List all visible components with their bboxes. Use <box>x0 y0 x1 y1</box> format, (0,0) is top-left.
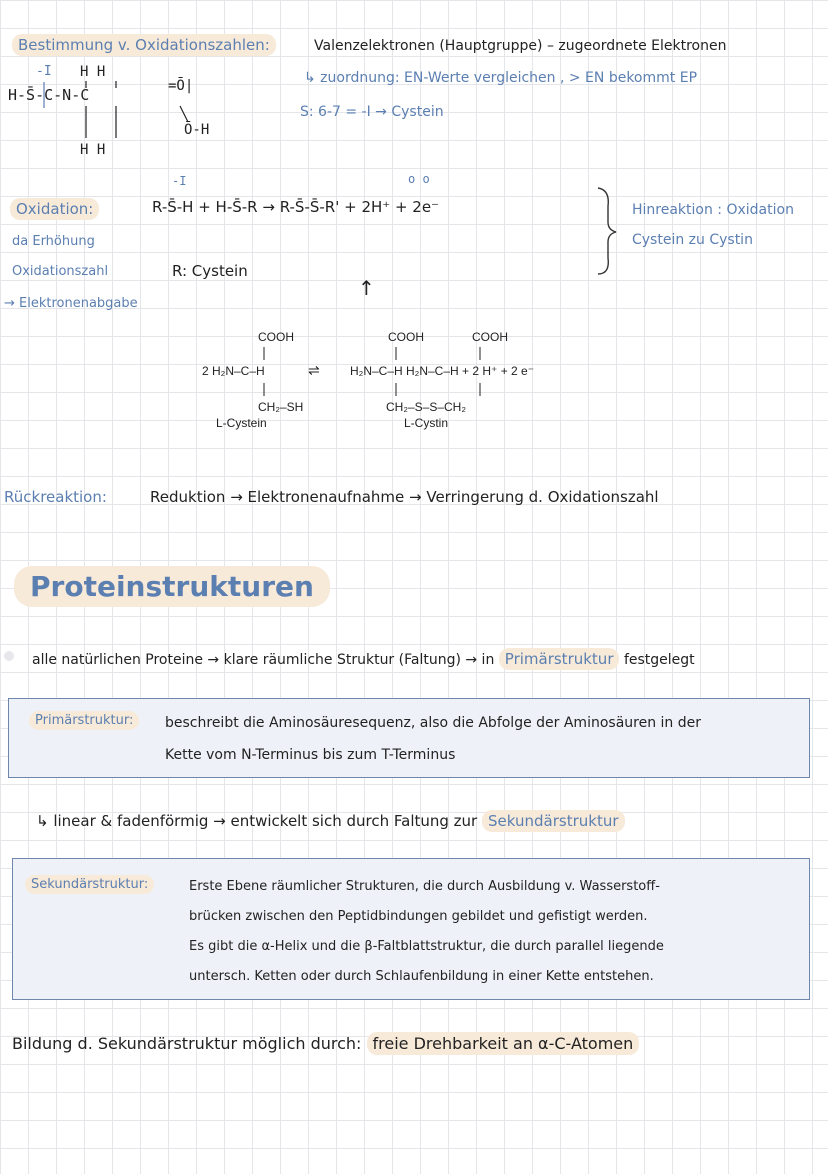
formation-line: Bildung d. Sekundärstruktur möglich durch: freie Drehbarkeit an α-C-Atomen <box>12 1034 639 1053</box>
proteins-heading: Proteinstrukturen <box>14 566 330 607</box>
cystein-main-chain: 2 H₂N–C–H <box>202 364 265 378</box>
equation-radicals: o o <box>408 172 430 186</box>
secondary-structure-line-2: brücken zwischen den Peptidbindungen gebildet und gefistigt werden. <box>189 909 648 924</box>
primary-structure-line-1: beschreibt die Aminosäuresequenz, also die Abfolge der Aminosäuren in der <box>165 715 701 731</box>
primary-structure-label: Primärstruktur: <box>29 713 139 728</box>
cooh-left: COOH <box>258 330 294 344</box>
natural-proteins-line: alle natürlichen Proteine → klare räumliche Struktur (Faltung) → in Primärstruktur festgelegt <box>32 650 695 668</box>
secondary-structure-label: Sekundärstruktur: <box>25 877 154 892</box>
r-note: R: Cystein <box>172 262 248 280</box>
cystin-main-chain: H₂N–C–H H₂N–C–H + 2 H⁺ + 2 e⁻ <box>350 364 535 378</box>
oxidation-reason-3: → Elektronenabgabe <box>4 296 138 311</box>
primary-structure-box <box>8 698 810 778</box>
sulfur-calculation: S: 6-7 = -I → Cystein <box>300 104 444 120</box>
figure-bonds <box>196 324 616 436</box>
oxidation-label: Oxidation: <box>10 200 99 218</box>
oxidation-equation: R-S̄-H + H-S̄-R → R-S̄-S̄-R' + 2H⁺ + 2e⁻ <box>152 198 439 216</box>
cystein-reaction-figure <box>196 324 616 436</box>
secondary-structure-box <box>12 858 810 1000</box>
arrow-up: ↑ <box>358 276 375 300</box>
main-chain: H-S̄-C-N-C <box>8 86 90 104</box>
cysteine-structure <box>8 64 238 164</box>
bullet-dot <box>4 651 14 661</box>
charge-label: -I <box>36 64 52 79</box>
back-reaction-text: Reduktion → Elektronenaufnahme → Verringerung d. Oxidationszahl <box>150 488 659 506</box>
bond-lines <box>8 64 238 164</box>
l-cystin-name: L-Cystin <box>404 416 449 430</box>
l-cystein-name: L-Cystein <box>216 416 267 430</box>
equilibrium-arrow: ⇌ <box>308 362 320 378</box>
cystein-side-chain: CH₂–SH <box>258 400 304 414</box>
assignment-note: ↳ zuordnung: EN-Werte vergleichen , > EN bekommt EP <box>304 70 698 86</box>
cooh-right-2: COOH <box>472 330 508 344</box>
forward-reaction-line-1: Hinreaktion : Oxidation <box>632 202 794 218</box>
cystin-side-chain: CH₂–S–S–CH₂ <box>386 400 467 414</box>
primary-structure-line-2: Kette vom N-Terminus bis zum T-Terminus <box>165 747 456 763</box>
hydroxyl-group: Ō-H <box>184 122 210 138</box>
secondary-structure-line-3: Es gibt die α-Helix und die β-Faltblattstruktur, die durch parallel liegende <box>189 939 664 954</box>
equation-charge: -I <box>172 174 187 188</box>
h-atoms-bottom: H H <box>80 142 106 158</box>
cooh-right-1: COOH <box>388 330 424 344</box>
oxidation-reason-1: da Erhöhung <box>12 234 95 249</box>
secondary-structure-line-1: Erste Ebene räumlicher Strukturen, die durch Ausbildung v. Wasserstoff- <box>189 879 660 894</box>
h-atoms-top: H H <box>80 64 106 80</box>
carbonyl-oxygen: =Ō| <box>168 78 194 94</box>
secondary-structure-line-4: untersch. Ketten oder durch Schlaufenbildung in einer Kette entstehen. <box>189 969 654 984</box>
back-reaction-label: Rückreaktion: <box>4 488 107 506</box>
linear-line: ↳ linear & fadenförmig → entwickelt sich durch Faltung zur Sekundärstruktur <box>36 812 625 830</box>
oxidation-reason-2: Oxidationszahl <box>12 264 109 279</box>
brace <box>594 186 624 276</box>
oxidation-number-rule: Valenzelektronen (Hauptgruppe) – zugeordnete Elektronen <box>314 38 727 54</box>
forward-reaction-line-2: Cystein zu Cystin <box>632 232 753 248</box>
section-title-oxidation-numbers: Bestimmung v. Oxidationszahlen: <box>12 36 276 54</box>
